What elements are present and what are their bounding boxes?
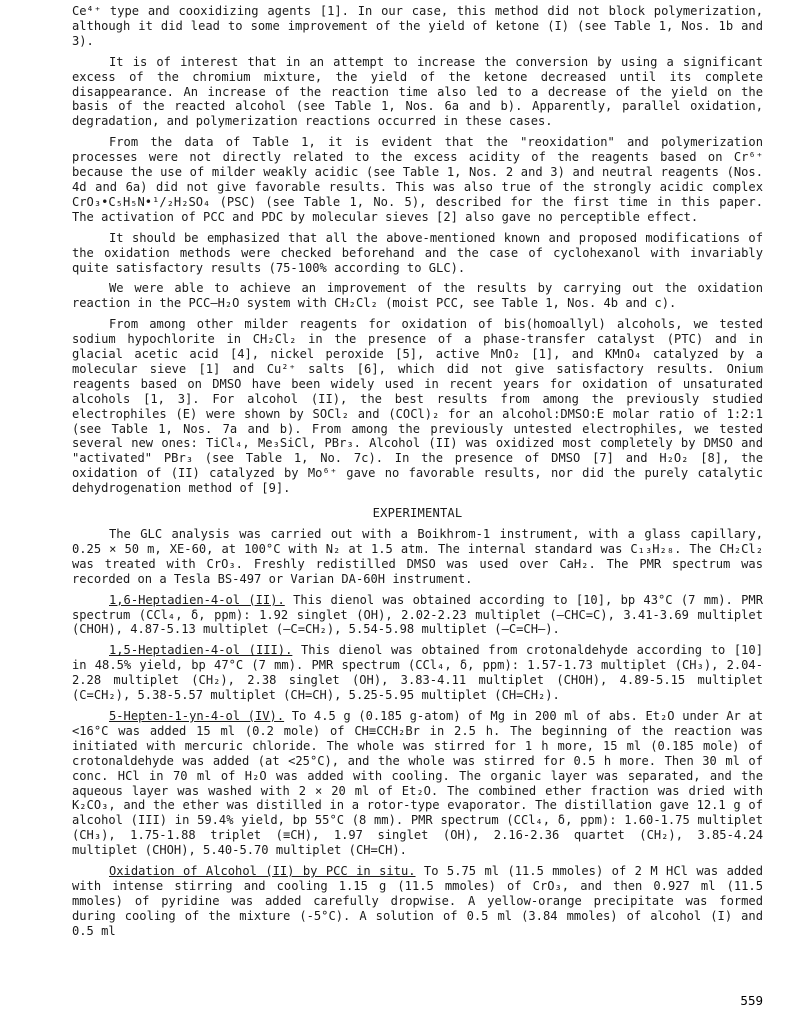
section-heading: EXPERIMENTAL bbox=[372, 506, 463, 521]
compound-name: 1,6-Heptadien-4-ol (II). bbox=[109, 592, 285, 607]
compound-text: To 5.75 ml (11.5 mmoles) of 2 M HCl was added with intense stirring and cooling 1.15 g (11.5 mmoles) of CrO₃, and then 0.927 ml (11.5 mmoles) of pyridine was added carefully dropwise. A yellow-orange precipitate was formed during cooling of the mixture (-5°C). A solution of 0.5 ml (3.84 mmoles) of alcohol (I) and 0.5 ml bbox=[72, 864, 763, 938]
paragraph-3: From the data of Table 1, it is evident that the "reoxidation" and polymerization processes were not directly related to the excess acidity of the reagents based on Cr⁶⁺ because the use of milder weakly acidic (see Table 1, Nos. 2 and 3) and neutral reagents (Nos. 4d and 6a) did not give favorable results. This was also true of the strongly acidic complex CrO₃•C₅H₅N•¹/₂H₂SO₄ (PSC) (see Table 1, No. 5), described for the first time in this paper. The activation of PCC and PDC by molecular sieves [2] also gave no perceptible effect. bbox=[72, 135, 763, 224]
compound-text: This dienol was obtained according to [10], bp 43°C (7 mm). PMR spectrum (CCl₄, δ, ppm): 1.92 singlet (OH), 2.02-2.23 multiplet (—CHC=C), 3.41-3.69 multiplet (CHOH), 4.87-5.13 multiplet (—C=CH₂), 5.54-5.98 multiplet (—C=CH—). bbox=[72, 592, 763, 637]
compound-paragraph bbox=[72, 709, 763, 858]
paragraph-4: It should be emphasized that all the above-mentioned known and proposed modifications of the oxidation methods were checked beforehand and the case of cyclohexanol with invariably quite satisfactory results (75-100% according to GLC). bbox=[72, 230, 763, 275]
compound-name: Oxidation of Alcohol (II) by PCC in situ. bbox=[109, 864, 416, 879]
compound-paragraph bbox=[72, 864, 763, 939]
paragraph-2: It is of interest that in an attempt to increase the conversion by using a significant excess of the chromium mixture, the yield of the ketone decreased until its complete disappearance. An increase of the reaction time also led to a decrease of the yield on the basis of the reacted alcohol (see Table 1, Nos. 6a and b). Apparently, parallel oxidation, degradation, and polymerization reactions occurred in these cases. bbox=[72, 54, 763, 129]
paragraph-5: We were able to achieve an improvement of the results by carrying out the oxidation reaction in the PCC—H₂O system with CH₂Cl₂ (moist PCC, see Table 1, Nos. 4b and c). bbox=[72, 281, 763, 311]
compound-text: This dienol was obtained from crotonaldehyde according to [10] in 48.5% yield, bp 47°C (7 mm). PMR spectrum (CCl₄, δ, ppm): 1.57-1.73 multiplet (CH₃), 2.04-2.28 multiplet (CH₂), 2.38 singlet (OH), 3.83-4.11 multiplet (CHOH), 4.89-5.15 multiplet (C=CH₂), 5.38-5.57 multiplet (CH=CH), 5.25-5.95 multiplet (CH=CH₂). bbox=[72, 643, 763, 703]
compound-name: 1,5-Heptadien-4-ol (III). bbox=[109, 643, 293, 658]
page-number: 559 bbox=[740, 993, 763, 1008]
compound-paragraph bbox=[72, 643, 763, 703]
paragraph-1: Ce⁴⁺ type and cooxidizing agents [1]. In our case, this method did not block polymerization, although it did lead to some improvement of the yield of ketone (I) (see Table 1, Nos. 1b and 3). bbox=[72, 4, 763, 48]
paragraph-6: From among other milder reagents for oxidation of bis(homoallyl) alcohols, we tested sodium hypochlorite in CH₂Cl₂ in the presence of a phase-transfer catalyst (PTC) and in glacial acetic acid [4], nickel peroxide [5], active MnO₂ [1], and KMnO₄ catalyzed by a molecular sieve [1] and Cu²⁺ salts [6], which did not give satisfactory results. Onium reagents based on DMSO have been widely used in recent years for oxidation of unsaturated alcohols [1, 3]. For alcohol (II), the best results from among the previously studied electrophiles (E) were shown by SOCl₂ and (COCl)₂ for an alcohol:DMSO:E molar ratio of 1:2:1 (see Table 1, Nos. 7a and b). From among the previously untested electrophiles, we tested several new ones: TiCl₄, Me₃SiCl, PBr₃. Alcohol (II) was oxidized most completely by DMSO and "activated" PBr₃ (see Table 1, No. 7c). In the presence of DMSO [7] and H₂O₂ [8], the oxidation of (II) catalyzed by Mo⁶⁺ gave no favorable results, nor did the purely catalytic dehydrogenation method of [9]. bbox=[72, 317, 763, 496]
compound-text: To 4.5 g (0.185 g-atom) of Mg in 200 ml of abs. Et₂O under Ar at <16°C was added 15 ml (0.2 mole) of CH≡CCH₂Br in 2.5 h. The beginning of the reaction was initiated with mercuric chloride. The whole was stirred for 1 h more, 15 ml (0.185 mole) of crotonaldehyde was added (at <25°C), and the whole was stirred for 0.5 h more. Then 30 ml of conc. HCl in 70 ml of H₂O was added with cooling. The organic layer was separated, and the aqueous layer was washed with 2 × 20 ml of Et₂O. The combined ether fraction was dried with K₂CO₃, and the ether was distilled in a rotor-type evaporator. The distillation gave 12.1 g of alcohol (III) in 59.4% yield, bp 55°C (8 mm). PMR spectrum (CCl₄, δ, ppm): 1.60-1.75 multiplet (CH₃), 1.75-1.88 triplet (≡CH), 1.97 singlet (OH), 2.16-2.36 quartet (CH₂), 3.85-4.24 multiplet (CHOH), 5.40-5.70 multiplet (CH=CH). bbox=[72, 708, 763, 858]
compound-paragraph bbox=[72, 593, 763, 638]
compound-name: 5-Hepten-1-yn-4-ol (IV). bbox=[109, 708, 285, 723]
experimental-intro: The GLC analysis was carried out with a Boikhrom-1 instrument, with a glass capillary, 0.25 × 50 m, XE-60, at 100°C with N₂ at 1.5 atm. The internal standard was C₁₃H₂₈. The CH₂Cl₂ was treated with CrO₃. Freshly redistilled DMSO was used over CaH₂. The PMR spectrum was recorded on a Tesla BS-497 or Varian DA-60H instrument. bbox=[72, 527, 763, 586]
